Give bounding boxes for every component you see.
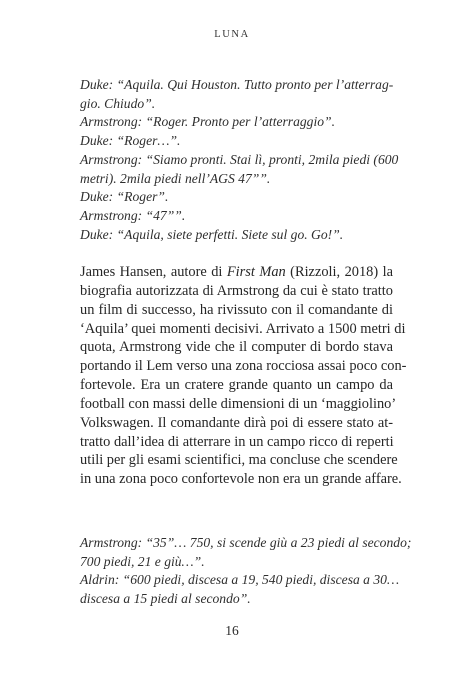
running-head: LUNA (214, 29, 250, 40)
dialogue-line: Armstrong: “Siamo pronti. Stai lì, pronti, 2mila piedi (600 (80, 151, 399, 167)
dialogue-line: Armstrong: “35”… 750, si scende giù a 23 piedi al secondo; (80, 535, 412, 550)
paragraph-line: ‘Aquila’ quei momenti decisivi. Arrivato a 1500 metri di (80, 320, 406, 337)
dialogue-line: 700 piedi, 21 e giù…”. (80, 553, 205, 569)
paragraph-line: in una zona poco confortevole non era un grande affare. (80, 471, 402, 488)
dialogue-line: Duke: “Roger”. (80, 189, 169, 205)
dialogue-line: Armstrong: “Roger. Pronto per l’atterraggio”. (80, 114, 336, 130)
paragraph-line: fortevole. Era un cratere grande quanto un campo da (80, 377, 393, 394)
paragraph-line: football con massi delle dimensioni di un ‘maggiolino’ (80, 395, 397, 412)
paragraph-line: portando il Lem verso una zona rocciosa assai poco con- (80, 358, 407, 375)
paragraph-line: utili per gli esami scientifici, ma concluse che scendere (80, 452, 398, 469)
dialogue-line: Duke: “Aquila. Qui Houston. Tutto pronto per l’atterrag- (80, 77, 394, 92)
dialogue-block-bottom (80, 534, 412, 609)
dialogue-line: discesa a 15 piedi al secondo”. (80, 591, 251, 607)
paragraph-line: quota, Armstrong vide che il computer di bordo stava (80, 339, 393, 356)
dialogue-line: gio. Chiudo”. (80, 95, 156, 111)
body-paragraph (80, 263, 407, 489)
dialogue-line: Duke: “Roger…”. (80, 133, 181, 149)
paragraph-line: un film di successo, ha rivissuto con il comandante di (80, 301, 393, 318)
paragraph-line: Volkswagen. Il comandante dirà poi di essere stato at- (80, 414, 393, 431)
dialogue-line: Duke: “Aquila, siete perfetti. Siete sul go. Go!”. (80, 226, 344, 242)
paragraph-line: tratto dall’idea di atterrare in un campo ricco di reperti (80, 433, 394, 450)
dialogue-block-top (80, 76, 399, 244)
paragraph-text: James Hansen, autore di (80, 264, 227, 280)
dialogue-line: Armstrong: “47””. (80, 207, 186, 223)
page-number: 16 (225, 623, 239, 638)
paragraph-line (80, 263, 393, 282)
dialogue-line: Aldrin: “600 piedi, discesa a 19, 540 piedi, discesa a 30… (80, 572, 400, 588)
paragraph-text: (Rizzoli, 2018) la (285, 264, 393, 280)
dialogue-line: metri). 2mila piedi nell’AGS 47””. (80, 170, 271, 186)
paragraph-line: biografia autorizzata di Armstrong da cui è stato tratto (80, 282, 393, 299)
book-title: First Man (226, 264, 286, 280)
